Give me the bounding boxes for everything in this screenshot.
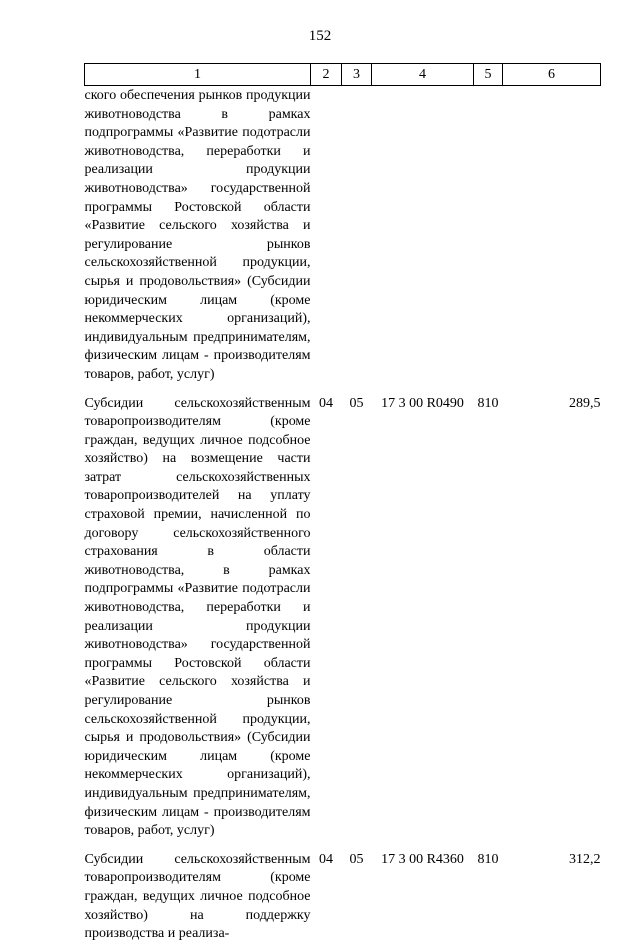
row-expense-type: 810	[477, 395, 499, 411]
row-target-article	[372, 86, 474, 389]
column-header-1: 1	[85, 64, 311, 86]
page-number: 152	[308, 28, 332, 44]
table-row	[85, 389, 601, 845]
column-header-4: 4	[372, 64, 474, 86]
budget-table	[84, 63, 601, 948]
column-header-2: 2	[311, 64, 342, 86]
table-row	[85, 845, 601, 948]
row-section	[311, 86, 342, 389]
row-description: ского обеспечения рынков продукции животноводства в рамках подпрограммы «Развитие подотрасли животноводства, переработки и реализации продукции животноводства» государственной программы Ростовской области «Развитие сельского хозяйства и регулирование рынков сельскохозяйственной продукции, сырья и продовольствия» (Субсидии юридическим лицам (кроме некоммерческих организаций), индивидуальным предпринимателям, физическим лицам - производителям товаров, работ, услуг)	[84, 88, 311, 382]
row-section: 04	[319, 395, 333, 411]
row-section: 04	[319, 851, 333, 867]
table-header-row	[85, 64, 601, 86]
row-target-article: 17 3 00 R4360	[381, 851, 464, 867]
column-header-6: 6	[503, 64, 601, 86]
row-amount: 312,2	[569, 851, 601, 867]
column-header-3: 3	[342, 64, 372, 86]
table-row	[85, 86, 601, 389]
row-expense-type: 810	[477, 851, 499, 867]
row-description: Субсидии сельскохозяйственным товаропроизводителям (кроме граждан, ведущих личное подсобное хозяйство) на возмещение части затрат сельскохозяйственных товаропроизводителей на уплату страховой премии, начисленной по договору сельскохозяйственного страхования в области животноводства, в рамках подпрограммы «Развитие подотрасли животноводства, переработки и реализации продукции животноводства» государственной программы Ростовской области «Развитие сельского хозяйства и регулирование рынков сельскохозяйственной продукции, сырья и продовольствия» (Субсидии юридическим лицам (кроме некоммерческих организаций), индивидуальным предпринимателям, физическим лицам - производителям товаров, работ, услуг)	[84, 395, 311, 839]
row-description: Субсидии сельскохозяйственным товаропроизводителям (кроме граждан, ведущих личное подсобное хозяйство) на поддержку производства и реализа-	[84, 851, 311, 942]
row-amount: 289,5	[569, 395, 601, 411]
row-amount	[503, 86, 601, 389]
row-target-article: 17 3 00 R0490	[381, 395, 464, 411]
row-subsection: 05	[349, 851, 364, 867]
row-expense-type	[474, 86, 503, 389]
row-subsection	[342, 86, 372, 389]
column-header-5: 5	[474, 64, 503, 86]
row-subsection: 05	[349, 395, 364, 411]
